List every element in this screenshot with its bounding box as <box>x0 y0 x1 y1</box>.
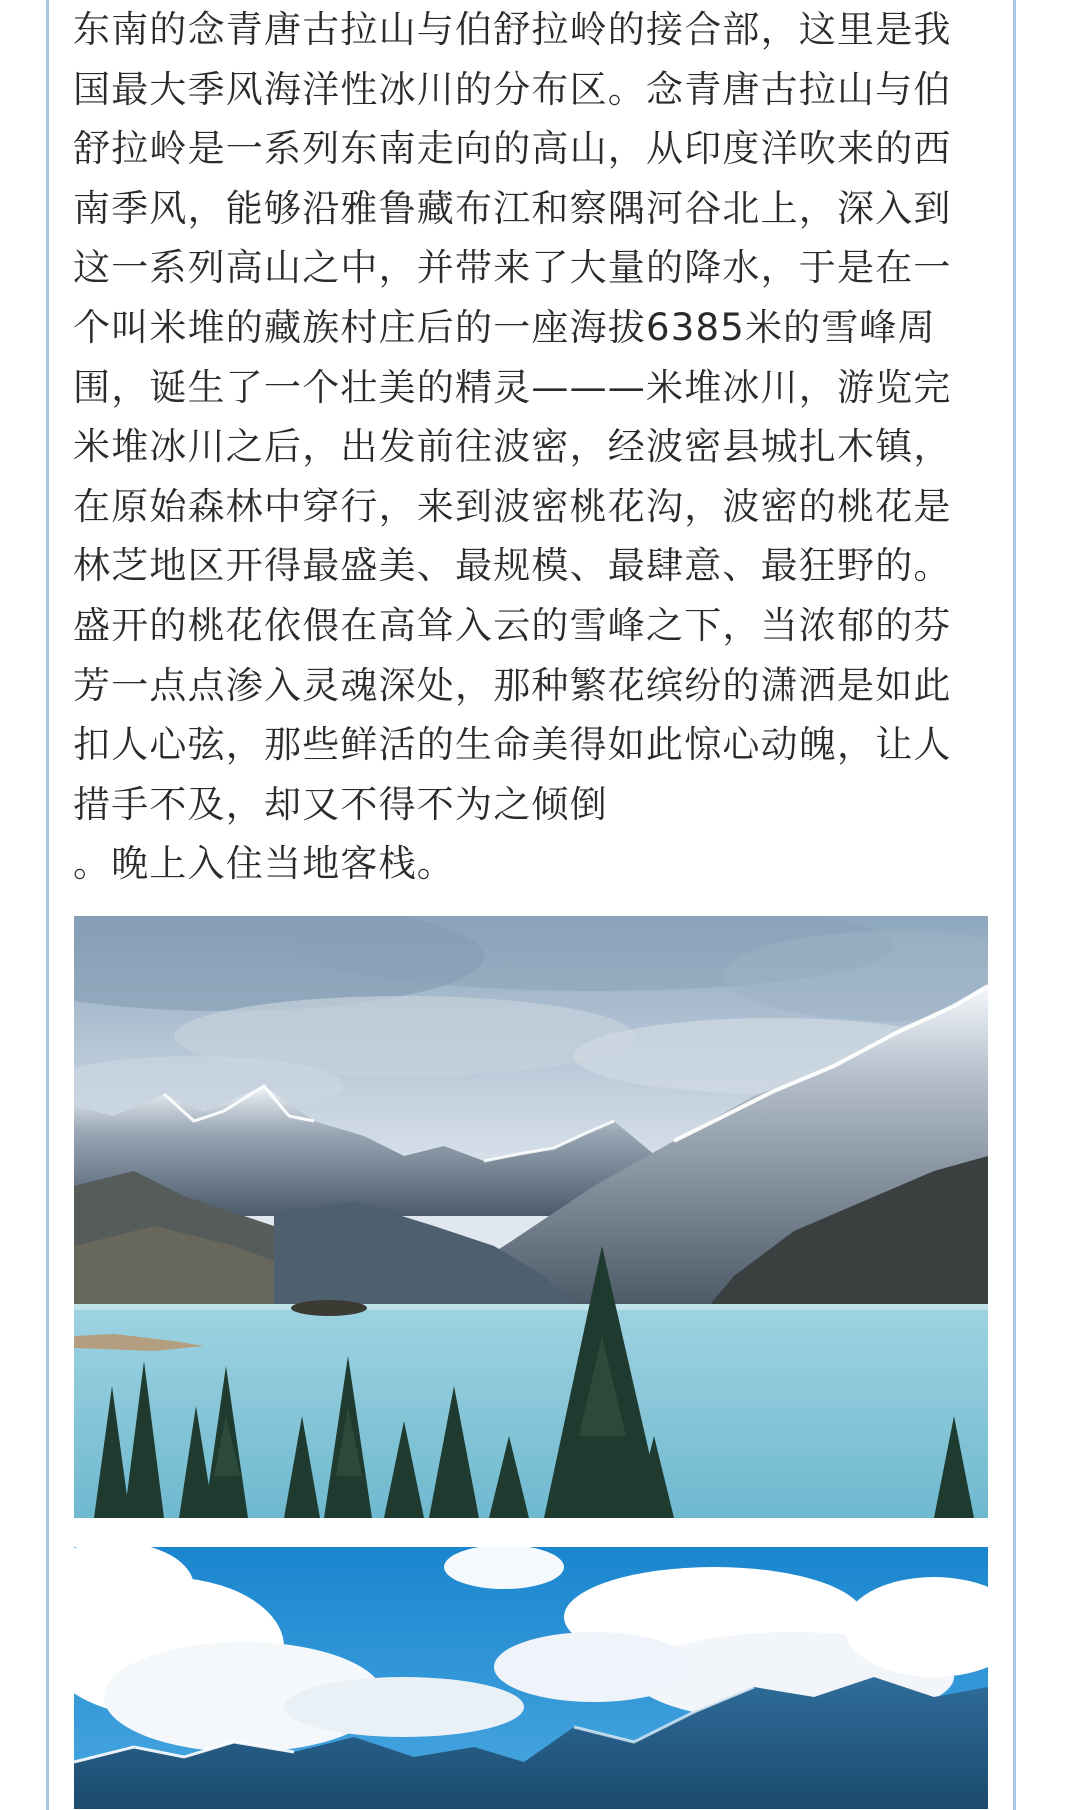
article-line: 南季风，能够沿雅鲁藏布江和察隅河谷北上，深入到 <box>73 186 952 230</box>
article-line: 林芝地区开得最盛美、最规模、最肆意、最狂野的。 <box>73 544 952 588</box>
article-line: 米堆冰川之后，出发前往波密，经波密县城扎木镇， <box>73 425 952 469</box>
article-line: 这一系列高山之中，并带来了大量的降水，于是在一 <box>73 246 952 290</box>
article-line: 个叫米堆的藏族村庄后的一座海拔6385米的雪峰周 <box>73 305 936 349</box>
article-line: 措手不及，却又不得不为之倾倒 <box>73 782 608 826</box>
article-line: 东南的念青唐古拉山与伯舒拉岭的接合部，这里是我 <box>73 8 952 51</box>
article-line: 国最大季风海洋性冰川的分布区。念青唐古拉山与伯 <box>73 67 952 111</box>
article-text <box>73 0 993 894</box>
blue-sky-mountain-photo <box>74 1547 988 1809</box>
article-line: 芳一点点渗入灵魂深处，那种繁花缤纷的潇洒是如此 <box>73 663 952 707</box>
article-line: 在原始森林中穿行，来到波密桃花沟，波密的桃花是 <box>73 484 952 528</box>
article-line: 围，诞生了一个壮美的精灵———米堆冰川，游览完 <box>73 365 952 409</box>
lake-mountain-photo <box>74 916 988 1518</box>
article-line: 扣人心弦，那些鲜活的生命美得如此惊心动魄，让人 <box>73 723 952 767</box>
article-line: 盛开的桃花依偎在高耸入云的雪峰之下，当浓郁的芬 <box>73 603 952 647</box>
article-line: 舒拉岭是一系列东南走向的高山，从印度洋吹来的西 <box>73 127 952 171</box>
article-line: 。晚上入住当地客栈。 <box>73 842 455 886</box>
